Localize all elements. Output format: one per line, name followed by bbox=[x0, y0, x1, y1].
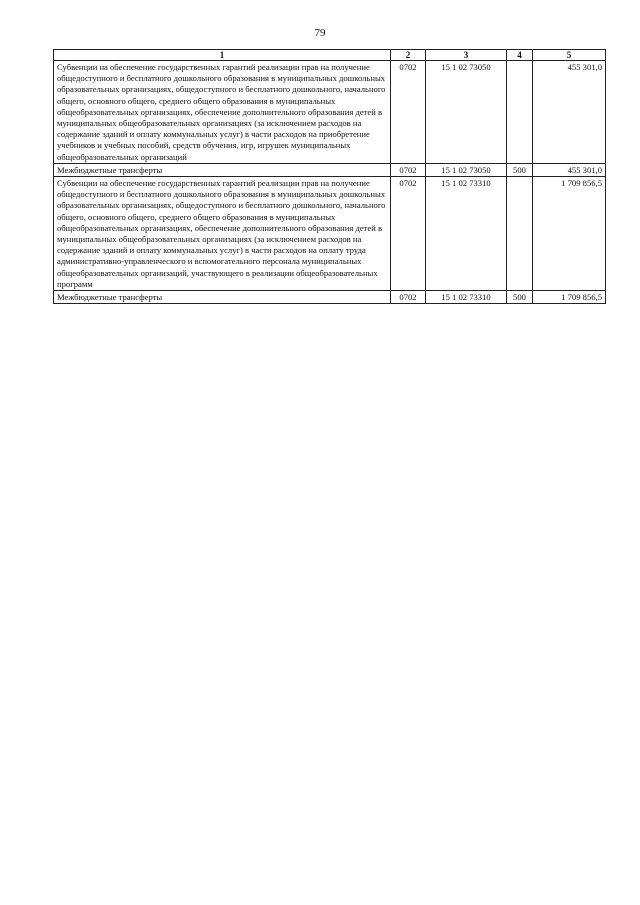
budget-table bbox=[53, 49, 606, 304]
row-name: Субвенции на обеспечение государственных гарантий реализации прав на получение общедоступного и бесплатного дошкольного образования в муниципальных дошкольных образовательных организациях, общедоступного и бесплатного дошкольного, начального общего, основного общего, среднего общего образования в муниципальных общеобразовательных организациях, обеспечение дополнительного образования детей в муниципальных общеобразовательных организациях (за исключением расходов на содержание зданий и оплату коммунальных услуг) в части расходов на оплату труда административно-управленческого и вспомогательного персонала муниципальных общеобразовательных организаций, участвующего в реализации общеобразовательных программ bbox=[54, 177, 391, 291]
row-target: 15 1 02 73310 bbox=[426, 177, 507, 291]
row-section: 0702 bbox=[391, 291, 426, 304]
table-row bbox=[54, 177, 606, 291]
row-target: 15 1 02 73050 bbox=[426, 163, 507, 176]
row-expense-type bbox=[507, 61, 533, 164]
page-number: 79 bbox=[314, 27, 326, 39]
header-col-5: 5 bbox=[533, 50, 606, 61]
row-amount: 455 301,0 bbox=[533, 61, 606, 164]
row-amount: 455 301,0 bbox=[533, 163, 606, 176]
header-col-1: 1 bbox=[54, 50, 391, 61]
row-target: 15 1 02 73050 bbox=[426, 61, 507, 164]
header-col-2: 2 bbox=[391, 50, 426, 61]
row-expense-type: 500 bbox=[507, 163, 533, 176]
table-header bbox=[54, 50, 606, 61]
row-expense-type: 500 bbox=[507, 291, 533, 304]
row-section: 0702 bbox=[391, 177, 426, 291]
header-col-4: 4 bbox=[507, 50, 533, 61]
table-row bbox=[54, 61, 606, 164]
row-section: 0702 bbox=[391, 163, 426, 176]
row-target: 15 1 02 73310 bbox=[426, 291, 507, 304]
row-amount: 1 709 856,5 bbox=[533, 291, 606, 304]
table-row bbox=[54, 163, 606, 176]
header-row bbox=[54, 50, 606, 61]
row-name: Субвенции на обеспечение государственных гарантий реализации прав на получение общедоступного и бесплатного дошкольного образования в муниципальных дошкольных образовательных организациях, общедоступного и бесплатного дошкольного, начального общего, основного общего, среднего общего образования в муниципальных общеобразовательных организациях, обеспечение дополнительного образования детей в муниципальных общеобразовательных организациях (за исключением расходов на содержание зданий и оплату коммунальных услуг) в части расходов на приобретение учебников и учебных пособий, средств обучения, игр, игрушек муниципальных общеобразовательных организаций bbox=[54, 61, 391, 164]
header-col-3: 3 bbox=[426, 50, 507, 61]
row-name: Межбюджетные трансферты bbox=[54, 163, 391, 176]
row-name: Межбюджетные трансферты bbox=[54, 291, 391, 304]
row-expense-type bbox=[507, 177, 533, 291]
table-body bbox=[54, 61, 606, 304]
row-amount: 1 709 856,5 bbox=[533, 177, 606, 291]
table-row bbox=[54, 291, 606, 304]
row-section: 0702 bbox=[391, 61, 426, 164]
